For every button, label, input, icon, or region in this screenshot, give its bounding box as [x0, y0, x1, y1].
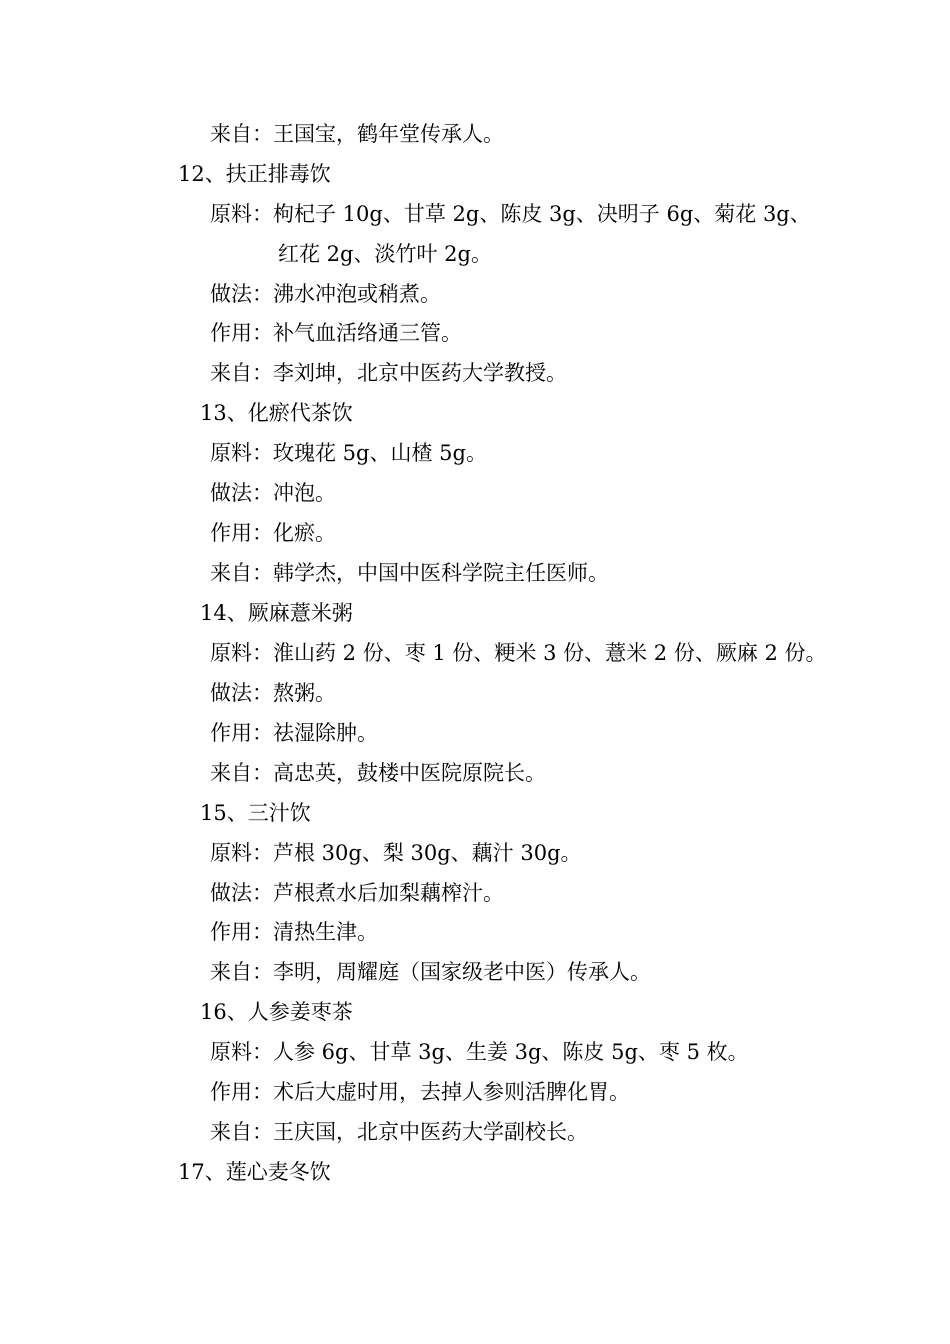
recipe-16-effect: 作用：术后大虚时用，去掉人参则活脾化胃。 — [210, 1080, 630, 1104]
recipe-14-method: 做法：熬粥。 — [210, 681, 336, 705]
recipe-12-title: 12、扶正排毒饮 — [178, 162, 331, 186]
recipe-13-effect: 作用：化瘀。 — [210, 521, 336, 545]
recipe-14-title: 14、厥麻薏米粥 — [200, 601, 353, 625]
recipe-13-title: 13、化瘀代茶饮 — [200, 401, 353, 425]
recipe-12-effect: 作用：补气血活络通三管。 — [210, 321, 462, 345]
recipe-14-effect: 作用：祛湿除肿。 — [210, 721, 378, 745]
recipe-11-source: 来自：王国宝，鹤年堂传承人。 — [210, 122, 504, 146]
recipe-15-ingredients: 原料：芦根 30g、梨 30g、藕汁 30g。 — [210, 841, 582, 865]
recipe-13-source: 来自：韩学杰，中国中医科学院主任医师。 — [210, 561, 609, 585]
recipe-12-ingredients: 原料：枸杞子 10g、甘草 2g、陈皮 3g、决明子 6g、菊花 3g、 — [210, 202, 811, 226]
recipe-12-method: 做法：沸水冲泡或稍煮。 — [210, 282, 441, 306]
recipe-15-effect: 作用：清热生津。 — [210, 920, 378, 944]
recipe-12-source: 来自：李刘坤，北京中医药大学教授。 — [210, 361, 567, 385]
recipe-16-title: 16、人参姜枣茶 — [200, 1000, 353, 1024]
recipe-16-source: 来自：王庆国，北京中医药大学副校长。 — [210, 1120, 588, 1144]
recipe-15-title: 15、三汁饮 — [200, 801, 311, 825]
recipe-13-ingredients: 原料：玫瑰花 5g、山楂 5g。 — [210, 441, 487, 465]
recipe-15-source: 来自：李明，周耀庭（国家级老中医）传承人。 — [210, 960, 651, 984]
recipe-14-source: 来自：高忠英，鼓楼中医院原院长。 — [210, 761, 546, 785]
recipe-17-title: 17、莲心麦冬饮 — [178, 1160, 331, 1184]
recipe-15-method: 做法：芦根煮水后加梨藕榨汁。 — [210, 881, 504, 905]
recipe-12-ingredients-cont: 红花 2g、淡竹叶 2g。 — [278, 242, 492, 266]
recipe-13-method: 做法：冲泡。 — [210, 481, 336, 505]
recipe-16-ingredients: 原料：人参 6g、甘草 3g、生姜 3g、陈皮 5g、枣 5 枚。 — [210, 1040, 749, 1064]
recipe-14-ingredients: 原料：淮山药 2 份、枣 1 份、粳米 3 份、薏米 2 份、厥麻 2 份。 — [210, 641, 827, 665]
